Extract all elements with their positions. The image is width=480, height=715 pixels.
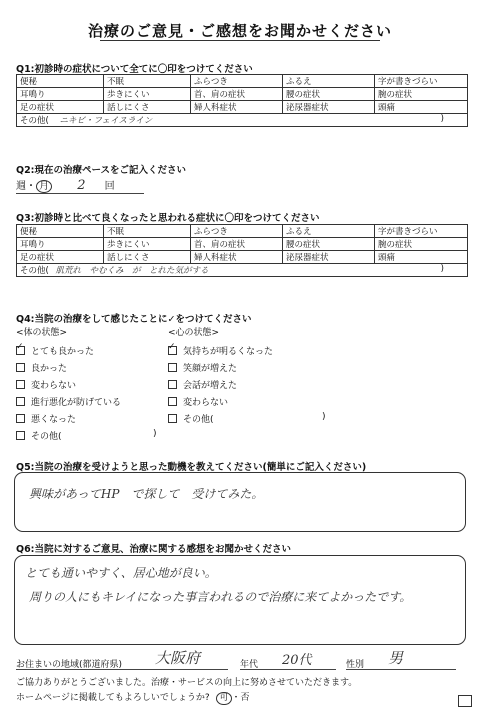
q6-answer-line2: 周りの人にもキレイになった事言われるので治療に来てよかったです。 — [29, 590, 412, 604]
checkbox[interactable] — [168, 414, 177, 423]
q3-heading: Q3:初診時と比べて良くなったと思われる症状に〇印をつけてください — [16, 213, 320, 224]
q5-answer: 興味があってHP で探して 受けてみた。 — [29, 487, 264, 501]
area-underline — [16, 669, 228, 670]
option-label: とても良かった — [31, 347, 95, 357]
q1-cell[interactable]: 話しにくさ — [104, 101, 191, 114]
table-row — [17, 101, 468, 114]
q3-cell[interactable]: 不眠 — [104, 225, 191, 238]
q1-cell[interactable]: 泌尿器症状 — [283, 101, 375, 114]
option-label: 変わらない — [31, 381, 77, 391]
checkbox-checked[interactable] — [16, 346, 25, 355]
q1-symptom-table — [16, 74, 468, 127]
option-label: 会話が増えた — [183, 381, 238, 391]
q4-body-option[interactable] — [16, 429, 62, 442]
q2-suffix: 回 — [104, 181, 115, 192]
q3-cell[interactable]: 耳鳴り — [17, 238, 104, 251]
q4-body-option[interactable] — [16, 378, 76, 391]
q1-cell[interactable]: 腕の症状 — [375, 88, 468, 101]
option-label: その他( — [31, 432, 62, 442]
q6-answer-line1: とても通いやすく、居心地が良い。 — [25, 566, 217, 580]
q3-cell[interactable]: 字が書きづらい — [375, 225, 468, 238]
option-label: 進行悪化が防げている — [31, 398, 122, 408]
q1-cell[interactable]: 首、肩の症状 — [191, 88, 283, 101]
q1-other-field[interactable] — [17, 114, 468, 127]
q4-body-option[interactable] — [16, 344, 94, 357]
q3-other-field[interactable] — [17, 264, 468, 277]
q1-cell[interactable]: 便秘 — [17, 75, 104, 88]
q4-body-option[interactable] — [16, 412, 76, 425]
checkbox[interactable] — [168, 380, 177, 389]
checkbox[interactable] — [16, 363, 25, 372]
q3-other-close: ) — [440, 264, 444, 274]
publish-permission — [16, 690, 250, 705]
q4-body-option[interactable] — [16, 361, 67, 374]
checkbox[interactable] — [16, 397, 25, 406]
checkbox[interactable] — [16, 380, 25, 389]
page-title: 治療のご意見・ご感想をお聞かせください — [87, 22, 392, 40]
q2-count: 2 — [77, 178, 86, 193]
q4-body-option[interactable] — [16, 395, 121, 408]
area-value: 大阪府 — [155, 649, 201, 667]
q1-cell[interactable]: ふるえ — [283, 75, 375, 88]
q1-cell[interactable]: 不眠 — [104, 75, 191, 88]
option-label: 気持ちが明るくなった — [183, 347, 274, 357]
q3-cell[interactable]: 便秘 — [17, 225, 104, 238]
thanks-text: ご協力ありがとうございました。治療・サービスの向上に努めさせていただきます。 — [16, 678, 358, 688]
q3-cell[interactable]: 足の症状 — [17, 251, 104, 264]
option-label: 悪くなった — [31, 415, 77, 425]
option-label: 笑顔が増えた — [183, 364, 238, 374]
q5-answer-box[interactable] — [14, 472, 466, 532]
q3-cell[interactable]: ふるえ — [283, 225, 375, 238]
q4-mind-option[interactable] — [168, 412, 214, 425]
q3-cell[interactable]: 腕の症状 — [375, 238, 468, 251]
option-label: その他( — [183, 415, 214, 425]
q1-other-close: ) — [440, 114, 444, 124]
q1-cell[interactable]: 字が書きづらい — [375, 75, 468, 88]
q1-cell[interactable]: 足の症状 — [17, 101, 104, 114]
q2-underline — [16, 193, 144, 194]
age-label: 年代 — [240, 660, 259, 670]
checkbox[interactable] — [16, 431, 25, 440]
q3-cell[interactable]: 首、肩の症状 — [191, 238, 283, 251]
q3-other-value: 肌荒れ やむくみ が とれた気がする — [55, 266, 209, 276]
gender-underline — [346, 669, 456, 670]
q4-mind-option[interactable] — [168, 361, 237, 374]
q1-other-value: ニキビ・フェイスライン — [59, 116, 153, 126]
q4-mind-option[interactable] — [168, 344, 273, 357]
publish-question: ホームページに掲載してもよろしいでしょうか? — [16, 693, 210, 703]
q3-cell[interactable]: ふらつき — [191, 225, 283, 238]
q2-prefix: 週・ — [16, 181, 36, 192]
publish-no-option[interactable]: 否 — [240, 693, 250, 703]
checkbox[interactable] — [168, 397, 177, 406]
q4-mind-option[interactable] — [168, 378, 237, 391]
q6-answer-box[interactable] — [14, 555, 466, 645]
corner-box — [458, 695, 472, 707]
q3-cell[interactable]: 話しにくさ — [104, 251, 191, 264]
q6-heading: Q6:当院に対するご意見、治療に関する感想をお聞かせください — [16, 544, 291, 555]
table-row — [17, 251, 468, 264]
q5-heading: Q5:当院の治療を受けようと思った動機を教えてください(簡単にご記入ください) — [16, 462, 367, 473]
table-row — [17, 114, 468, 127]
q4-mind-heading: <心の状態> — [168, 328, 220, 338]
table-row — [17, 88, 468, 101]
q4-heading: Q4:当院の治療をして感じたことに✓をつけてください — [16, 314, 252, 325]
option-label: 変わらない — [183, 398, 229, 408]
age-value: 20代 — [282, 653, 312, 668]
age-underline — [240, 669, 336, 670]
table-row — [17, 75, 468, 88]
gender-value: 男 — [388, 649, 404, 667]
table-row — [17, 238, 468, 251]
checkbox-checked[interactable] — [168, 346, 177, 355]
q3-cell[interactable]: 頭痛 — [375, 251, 468, 264]
q4-mind-option[interactable] — [168, 395, 228, 408]
q3-other-label: その他( — [20, 266, 49, 276]
table-row — [17, 264, 468, 277]
gender-label: 性別 — [346, 660, 365, 670]
checkbox[interactable] — [16, 414, 25, 423]
q1-cell[interactable]: 歩きにくい — [104, 88, 191, 101]
q3-cell[interactable]: 腰の症状 — [283, 238, 375, 251]
q3-cell[interactable]: 婦人科症状 — [191, 251, 283, 264]
q1-cell[interactable]: 頭痛 — [375, 101, 468, 114]
q1-cell[interactable]: ふらつき — [191, 75, 283, 88]
q2-pace-field[interactable] — [16, 177, 115, 193]
option-label: 良かった — [31, 364, 68, 374]
q2-unit-month[interactable]: 月 — [36, 180, 52, 193]
checkbox[interactable] — [168, 363, 177, 372]
q4-body-other-close: ) — [153, 429, 157, 439]
q4-body-heading: <体の状態> — [16, 328, 68, 338]
table-row — [17, 225, 468, 238]
publish-yes-option[interactable]: 可 — [216, 692, 231, 705]
q1-cell[interactable]: 婦人科症状 — [191, 101, 283, 114]
publish-separator: ・ — [231, 693, 241, 703]
title-underline — [100, 40, 380, 41]
q1-other-label: その他( — [20, 116, 49, 126]
q3-symptom-table — [16, 224, 468, 277]
q3-cell[interactable]: 泌尿器症状 — [283, 251, 375, 264]
q1-cell[interactable]: 腰の症状 — [283, 88, 375, 101]
q4-mind-other-close: ) — [322, 412, 326, 422]
q1-cell[interactable]: 耳鳴り — [17, 88, 104, 101]
q1-heading: Q1:初診時の症状について全てに〇印をつけてください — [16, 64, 253, 75]
q2-heading: Q2:現在の治療ペースをご記入ください — [16, 165, 187, 176]
area-label: お住まいの地域(都道府県) — [16, 660, 123, 670]
q3-cell[interactable]: 歩きにくい — [104, 238, 191, 251]
